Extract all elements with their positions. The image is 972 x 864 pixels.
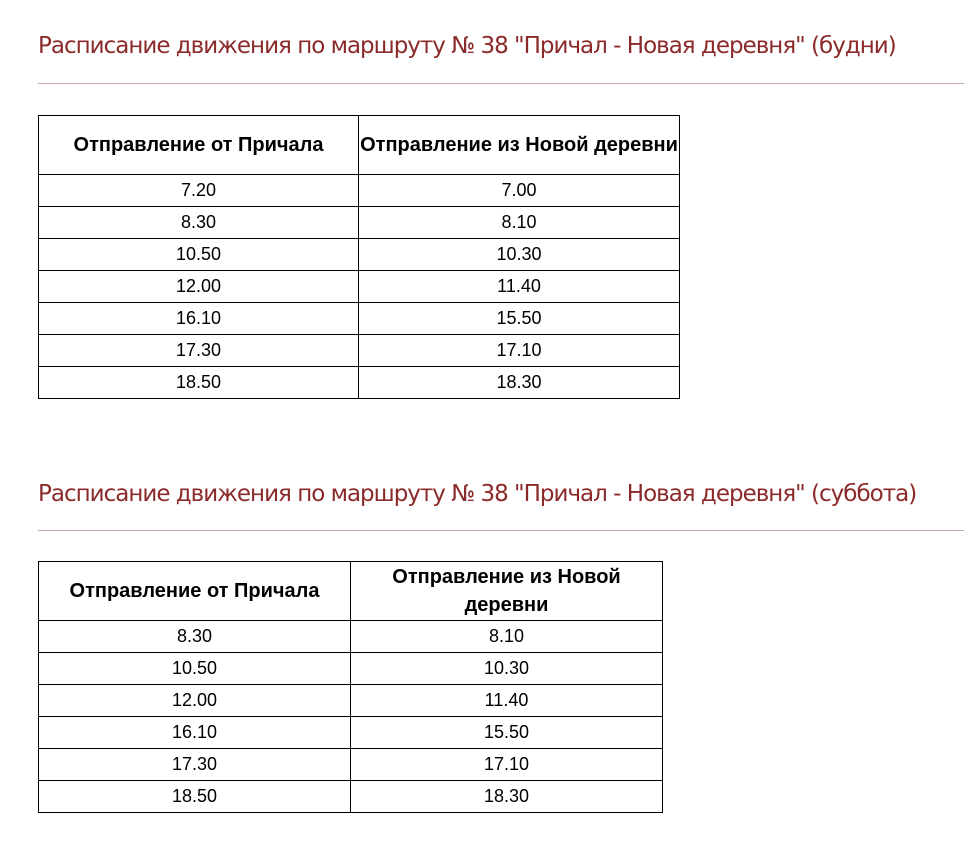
departure-prichal-cell: 8.30: [39, 621, 351, 653]
departure-prichal-cell: 17.30: [39, 749, 351, 781]
departure-prichal-cell: 16.10: [39, 717, 351, 749]
table-row: [39, 685, 663, 717]
departure-prichal-cell: 18.50: [39, 781, 351, 813]
departure-novaya-derevnya-cell: 11.40: [351, 685, 663, 717]
departure-novaya-derevnya-cell: 11.40: [359, 271, 680, 303]
departure-prichal-cell: 10.50: [39, 239, 359, 271]
table-row: [39, 239, 680, 271]
departure-prichal-cell: 10.50: [39, 653, 351, 685]
departure-prichal-cell: 17.30: [39, 335, 359, 367]
table-row: [39, 653, 663, 685]
column-header-from-novaya-derevnya: Отправление из Новой деревни: [351, 562, 663, 621]
table-row: [39, 781, 663, 813]
table-row: [39, 367, 680, 399]
departure-novaya-derevnya-cell: 18.30: [359, 367, 680, 399]
weekday-schedule-title: Расписание движения по маршруту № 38 "Причал - Новая деревня" (будни): [38, 33, 896, 59]
departure-prichal-cell: 16.10: [39, 303, 359, 335]
departure-prichal-cell: 7.20: [39, 175, 359, 207]
table-row: [39, 175, 680, 207]
table-row: [39, 271, 680, 303]
departure-prichal-cell: 12.00: [39, 271, 359, 303]
departure-prichal-cell: 12.00: [39, 685, 351, 717]
table-row: [39, 207, 680, 239]
weekday-title-divider: [38, 83, 964, 84]
departure-prichal-cell: 8.30: [39, 207, 359, 239]
saturday-title-divider: [38, 530, 964, 531]
table-row: [39, 335, 680, 367]
departure-novaya-derevnya-cell: 10.30: [351, 653, 663, 685]
departure-novaya-derevnya-cell: 15.50: [351, 717, 663, 749]
table-row: [39, 749, 663, 781]
column-header-from-novaya-derevnya: Отправление из Новой деревни: [359, 116, 680, 175]
table-row: [39, 303, 680, 335]
column-header-from-prichal: Отправление от Причала: [39, 562, 351, 621]
table-header-row: [39, 562, 663, 621]
saturday-schedule-title: Расписание движения по маршруту № 38 "Причал - Новая деревня" (суббота): [38, 481, 917, 507]
departure-novaya-derevnya-cell: 17.10: [351, 749, 663, 781]
departure-prichal-cell: 18.50: [39, 367, 359, 399]
table-row: [39, 621, 663, 653]
saturday-schedule-table: [38, 561, 663, 813]
table-header-row: [39, 116, 680, 175]
departure-novaya-derevnya-cell: 18.30: [351, 781, 663, 813]
departure-novaya-derevnya-cell: 15.50: [359, 303, 680, 335]
departure-novaya-derevnya-cell: 7.00: [359, 175, 680, 207]
departure-novaya-derevnya-cell: 8.10: [351, 621, 663, 653]
departure-novaya-derevnya-cell: 10.30: [359, 239, 680, 271]
weekday-schedule-table: [38, 115, 680, 399]
departure-novaya-derevnya-cell: 17.10: [359, 335, 680, 367]
departure-novaya-derevnya-cell: 8.10: [359, 207, 680, 239]
table-row: [39, 717, 663, 749]
column-header-from-prichal: Отправление от Причала: [39, 116, 359, 175]
